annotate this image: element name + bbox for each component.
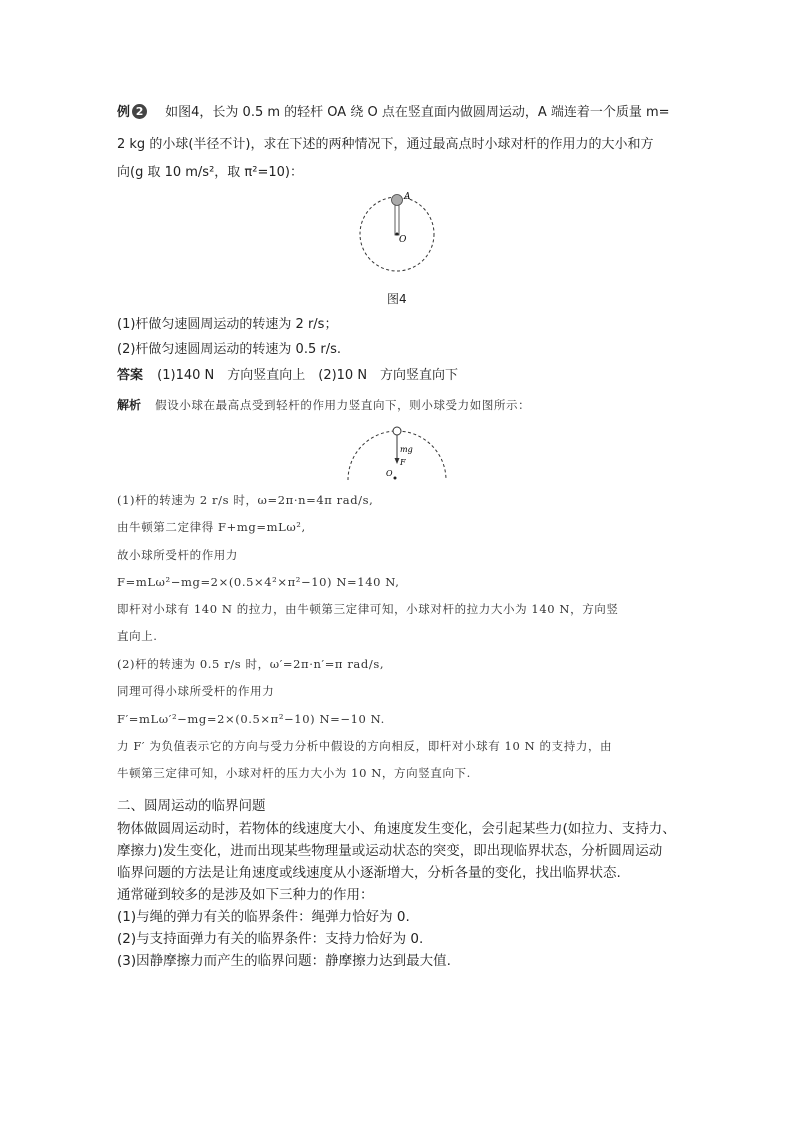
answer-text: (1)140 N 方向竖直向上 (2)10 N 方向竖直向下 — [157, 368, 459, 383]
list-item-3: (3)因静摩擦力而产生的临界问题：静摩擦力达到最大值. — [117, 953, 451, 969]
label-O: O — [399, 235, 407, 245]
analysis-line-8: 同理可得小球所受杆的作用力 — [117, 684, 275, 698]
analysis-label: 解析 — [117, 398, 142, 412]
ball-at-top — [393, 427, 401, 435]
analysis-line-5: 即杆对小球有 140 N 的拉力，由牛顿第三定律可知，小球对杆的拉力大小为 140 N，方向竖 — [117, 602, 619, 616]
example-number: 2 — [132, 104, 147, 119]
analysis-line-7: (2)杆的转速为 0.5 r/s 时，ω′=2π·n′=π rad/s, — [117, 657, 385, 671]
example-text-1: 如图4，长为 0.5 m 的轻杆 OA 绕 O 点在竖直面内做圆周运动，A 端连着一个质量 m= — [165, 105, 670, 120]
analysis-line-3: 故小球所受杆的作用力 — [117, 548, 238, 562]
paragraph-line-2: 摩擦力)发生变化，进而出现某些物理量或运动状态的突变，即出现临界状态，分析圆周运动 — [117, 843, 663, 859]
label-mg: mg — [400, 445, 413, 454]
example-line-3: 向(g 取 10 m/s²，取 π²=10)： — [117, 165, 303, 180]
paragraph-line-3: 临界问题的方法是让角速度或线速度从小逐渐增大，分析各量的变化，找出临界状态. — [117, 865, 621, 881]
analysis-line-6: 直向上. — [117, 629, 158, 643]
analysis-line-4: F=mLω²−mg=2×(0.5×4²×π²−10) N=140 N, — [117, 575, 400, 589]
force-diagram — [345, 420, 450, 482]
label-O: O — [386, 469, 393, 478]
analysis-line-11: 牛顿第三定律可知，小球对杆的压力大小为 10 N，方向竖直向下. — [117, 766, 471, 780]
question-1: (1)杆做匀速圆周运动的转速为 2 r/s； — [117, 317, 338, 332]
section-2-paragraph — [117, 818, 687, 972]
rod-OA — [395, 202, 399, 235]
analysis-line-1: (1)杆的转速为 2 r/s 时，ω=2π·n=4π rad/s, — [117, 493, 374, 507]
example-line-1 — [117, 104, 682, 122]
analysis-line-9: F′=mLω′²−mg=2×(0.5×π²−10) N=−10 N. — [117, 712, 385, 726]
answer-line — [117, 367, 682, 385]
label-F: F — [400, 458, 406, 467]
section-2-title: 二、圆周运动的临界问题 — [117, 798, 266, 814]
analysis-line-10: 力 F′ 为负值表示它的方向与受力分析中假设的方向相反，即杆对小球有 10 N 的支持力，由 — [117, 739, 613, 753]
analysis-intro: 假设小球在最高点受到轻杆的作用力竖直向下，则小球受力如图所示： — [155, 398, 531, 412]
center-O — [394, 477, 397, 480]
analysis-line-2: 由牛顿第二定律得 F+mg=mLω², — [117, 520, 306, 534]
figure-4-diagram — [355, 190, 440, 280]
ball-A — [392, 195, 403, 206]
paragraph-line-1: 物体做圆周运动时，若物体的线速度大小、角速度发生变化，会引起某些力(如拉力、支持力、 — [117, 821, 676, 837]
paragraph-lead: 通常碰到较多的是涉及如下三种力的作用： — [117, 887, 374, 903]
example-line-2: 2 kg 的小球(半径不计)，求在下述的两种情况下，通过最高点时小球对杆的作用力的大小和方 — [117, 137, 654, 152]
figure-4-caption: 图4 — [387, 292, 407, 306]
question-2: (2)杆做匀速圆周运动的转速为 0.5 r/s. — [117, 342, 341, 357]
list-item-1: (1)与绳的弹力有关的临界条件：绳弹力恰好为 0. — [117, 909, 410, 925]
list-item-2: (2)与支持面弹力有关的临界条件：支持力恰好为 0. — [117, 931, 424, 947]
arrow-head — [395, 458, 400, 464]
answer-label: 答案 — [117, 368, 144, 383]
example-badge: 例 2 — [117, 104, 147, 122]
label-A: A — [404, 192, 411, 202]
analysis-intro-line — [117, 396, 682, 415]
